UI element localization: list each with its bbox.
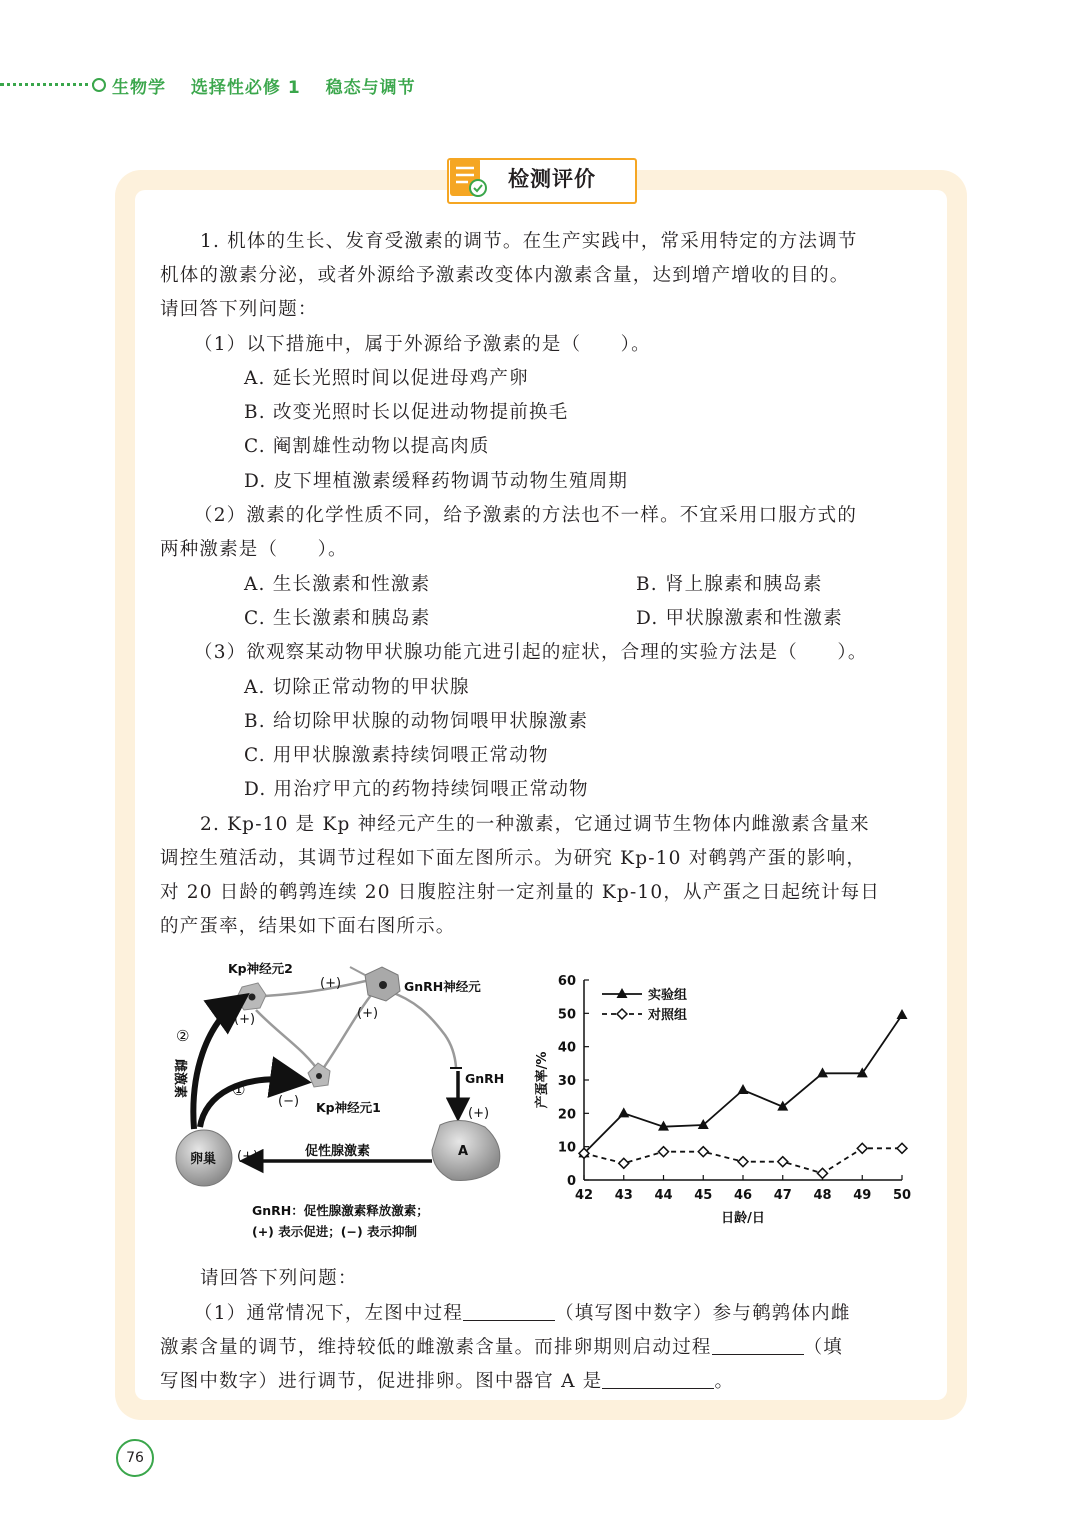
- y-tick-label: 50: [557, 1007, 576, 1023]
- kp1-to-gnrh-process: [320, 990, 375, 1073]
- data-point-experiment: [817, 1067, 828, 1077]
- data-point-experiment: [618, 1107, 629, 1117]
- q2-intro-line-1: 2. Kp-10 是 Kp 神经元产生的一种激素，它通过调节生物体内雌激素含量来: [200, 814, 870, 835]
- label-ovary: 卵巢: [190, 1152, 217, 1167]
- y-tick-label: 0: [566, 1174, 576, 1189]
- q1-sub3-stem: （3）欲观察某动物甲状腺功能亢进引起的症状，合理的实验方法是（ ）。: [194, 642, 868, 663]
- label-estrogen: 雌激素: [172, 1059, 187, 1099]
- legend-label-experiment: 实验组: [648, 988, 688, 1003]
- page-number: 76: [116, 1439, 154, 1477]
- header-dotted-line: [0, 83, 96, 86]
- diagram-note-1: GnRH：促性腺激素释放激素；: [252, 1203, 429, 1218]
- q1-sub2-option-d: D. 甲状腺激素和性激素: [636, 608, 843, 629]
- section-title: 检测评价: [508, 167, 596, 191]
- label-kp1-minus: (−): [278, 1094, 300, 1109]
- q1-sub1-option-c: C. 阉割雄性动物以提高肉质: [244, 436, 490, 457]
- q2-sub1-line-2: [160, 1331, 843, 1365]
- label-kp2-plus-top: (+): [320, 976, 342, 991]
- header-subject: 生物学: [112, 78, 166, 98]
- y-tick-label: 20: [557, 1107, 576, 1123]
- data-point-control: [738, 1157, 748, 1167]
- data-point-control: [818, 1168, 828, 1178]
- answer-blank-3[interactable]: [602, 1368, 714, 1389]
- y-tick-label: 40: [557, 1040, 576, 1056]
- label-kp1: Kp神经元1: [316, 1100, 381, 1115]
- kp1-neuron: [308, 1063, 330, 1087]
- q2-sub1-text-2b: （填: [803, 1337, 844, 1358]
- header-course: 选择性必修 1: [190, 78, 301, 98]
- x-tick-label: 44: [654, 1188, 673, 1203]
- q1-sub2-stem-line-2: 两种激素是（ ）。: [160, 539, 348, 560]
- y-axis-label: 产蛋率/%: [535, 1051, 550, 1109]
- x-tick-label: 47: [773, 1188, 792, 1203]
- header-unit: 稳态与调节: [325, 78, 416, 98]
- legend-label-control: 对照组: [648, 1008, 688, 1023]
- label-gnrh-arrow-plus: (+): [468, 1106, 490, 1121]
- gnrh-axon: [388, 991, 456, 1067]
- data-point-control: [698, 1147, 708, 1157]
- kp2-to-kp1-process: [256, 1010, 320, 1073]
- q2-sub1-text-3a: 写图中数字）进行调节，促进排卵。图中器官 A 是: [160, 1371, 603, 1392]
- y-tick-label: 60: [557, 974, 576, 989]
- label-path-1: ①: [232, 1081, 246, 1099]
- q2-sub1-text-1b: （填写图中数字）参与鹌鹑体内雌: [555, 1303, 851, 1324]
- checklist-icon: [448, 154, 490, 200]
- q2-sub1-text-2a: 激素含量的调节，维持较低的雌激素含量。而排卵期则启动过程: [160, 1337, 712, 1358]
- q1-sub1-option-d: D. 皮下埋植激素缓释药物调节动物生殖周期: [244, 471, 629, 492]
- x-tick-label: 46: [733, 1188, 753, 1203]
- data-point-control: [857, 1143, 867, 1153]
- regulation-diagram: [160, 955, 530, 1245]
- label-gnrh: GnRH: [465, 1071, 505, 1086]
- x-tick-label: 42: [574, 1188, 594, 1203]
- data-point-control: [897, 1143, 907, 1153]
- answer-blank-1[interactable]: [463, 1300, 555, 1321]
- egg-laying-rate-chart: [532, 968, 922, 1228]
- legend-marker-control: [617, 1009, 627, 1019]
- x-tick-label: 45: [694, 1188, 713, 1203]
- q1-sub2-option-a: A. 生长激素和性激素: [244, 574, 431, 595]
- label-gnrh-neuron: GnRH神经元: [404, 979, 481, 994]
- q1-intro-line-3: 请回答下列问题：: [160, 299, 318, 320]
- kp2-axon: [265, 980, 370, 996]
- x-tick-label: 48: [813, 1188, 832, 1203]
- path-2-arrow: [193, 1000, 240, 1129]
- q2-sub1-text-3b: 。: [714, 1371, 735, 1392]
- q1-sub3-option-d: D. 用治疗甲亢的药物持续饲喂正常动物: [244, 779, 589, 800]
- q2-intro-line-2: 调控生殖活动，其调节过程如下面左图所示。为研究 Kp-10 对鹌鹑产蛋的影响，: [160, 848, 867, 869]
- running-header: [112, 73, 434, 98]
- q1-intro-line-2: 机体的激素分泌，或者外源给予激素改变体内激素含量，达到增产增收的目的。: [160, 265, 850, 286]
- q1-sub3-option-c: C. 用甲状腺激素持续饲喂正常动物: [244, 745, 549, 766]
- q1-intro-line-1: 1. 机体的生长、发育受激素的调节。在生产实践中，常采用特定的方法调节: [200, 231, 858, 252]
- y-tick-label: 10: [557, 1140, 576, 1156]
- q1-sub3-option-b: B. 给切除甲状腺的动物饲喂甲状腺激素: [244, 711, 589, 732]
- data-point-control: [778, 1157, 788, 1167]
- q2-sub1-line-1: [194, 1297, 851, 1331]
- x-axis-label: 日龄/日: [721, 1211, 765, 1226]
- q2-intro-line-3: 对 20 日龄的鹌鹑连续 20 日腹腔注射一定剂量的 Kp-10，从产蛋之日起统计每日: [160, 882, 881, 903]
- data-point-control: [659, 1147, 669, 1157]
- label-path-2: ②: [176, 1027, 190, 1045]
- label-kp2-plus: (+): [234, 1012, 256, 1027]
- label-organ-a: A: [458, 1144, 469, 1159]
- q2-prompt: 请回答下列问题：: [200, 1268, 358, 1289]
- label-kp2: Kp神经元2: [228, 961, 293, 976]
- y-tick-label: 30: [557, 1074, 576, 1089]
- q1-sub2-option-b: B. 肾上腺素和胰岛素: [636, 574, 823, 595]
- q1-sub1-option-a: A. 延长光照时间以促进母鸡产卵: [244, 368, 529, 389]
- header-circle-icon: [92, 78, 106, 92]
- q1-sub2-stem-line-1: （2）激素的化学性质不同，给予激素的方法也不一样。不宜采用口服方式的: [194, 505, 858, 526]
- label-gnrh-plus: (+): [357, 1006, 379, 1021]
- q1-sub1-option-b: B. 改变光照时长以促进动物提前换毛: [244, 402, 569, 423]
- q1-sub1-stem: （1）以下措施中，属于外源给予激素的是（ ）。: [194, 334, 651, 355]
- x-tick-label: 50: [892, 1188, 912, 1203]
- x-tick-label: 49: [853, 1188, 872, 1203]
- x-tick-label: 43: [614, 1188, 633, 1203]
- legend-marker-experiment: [617, 988, 628, 998]
- diagram-note-2: (+) 表示促进；(−) 表示抑制: [252, 1224, 418, 1239]
- q1-sub3-option-a: A. 切除正常动物的甲状腺: [244, 677, 470, 698]
- answer-blank-2[interactable]: [712, 1334, 804, 1355]
- q1-sub2-option-c: C. 生长激素和胰岛素: [244, 608, 431, 629]
- label-gonadotropin: 促性腺激素: [305, 1144, 371, 1159]
- label-ovary-plus: (+): [237, 1149, 259, 1164]
- data-point-experiment: [897, 1009, 908, 1019]
- q2-intro-line-4: 的产蛋率，结果如下面右图所示。: [160, 916, 456, 937]
- q2-sub1-text-1a: （1）通常情况下，左图中过程: [194, 1303, 464, 1324]
- data-point-experiment: [738, 1084, 749, 1094]
- data-point-control: [619, 1158, 629, 1168]
- q2-sub1-line-3: [160, 1365, 734, 1399]
